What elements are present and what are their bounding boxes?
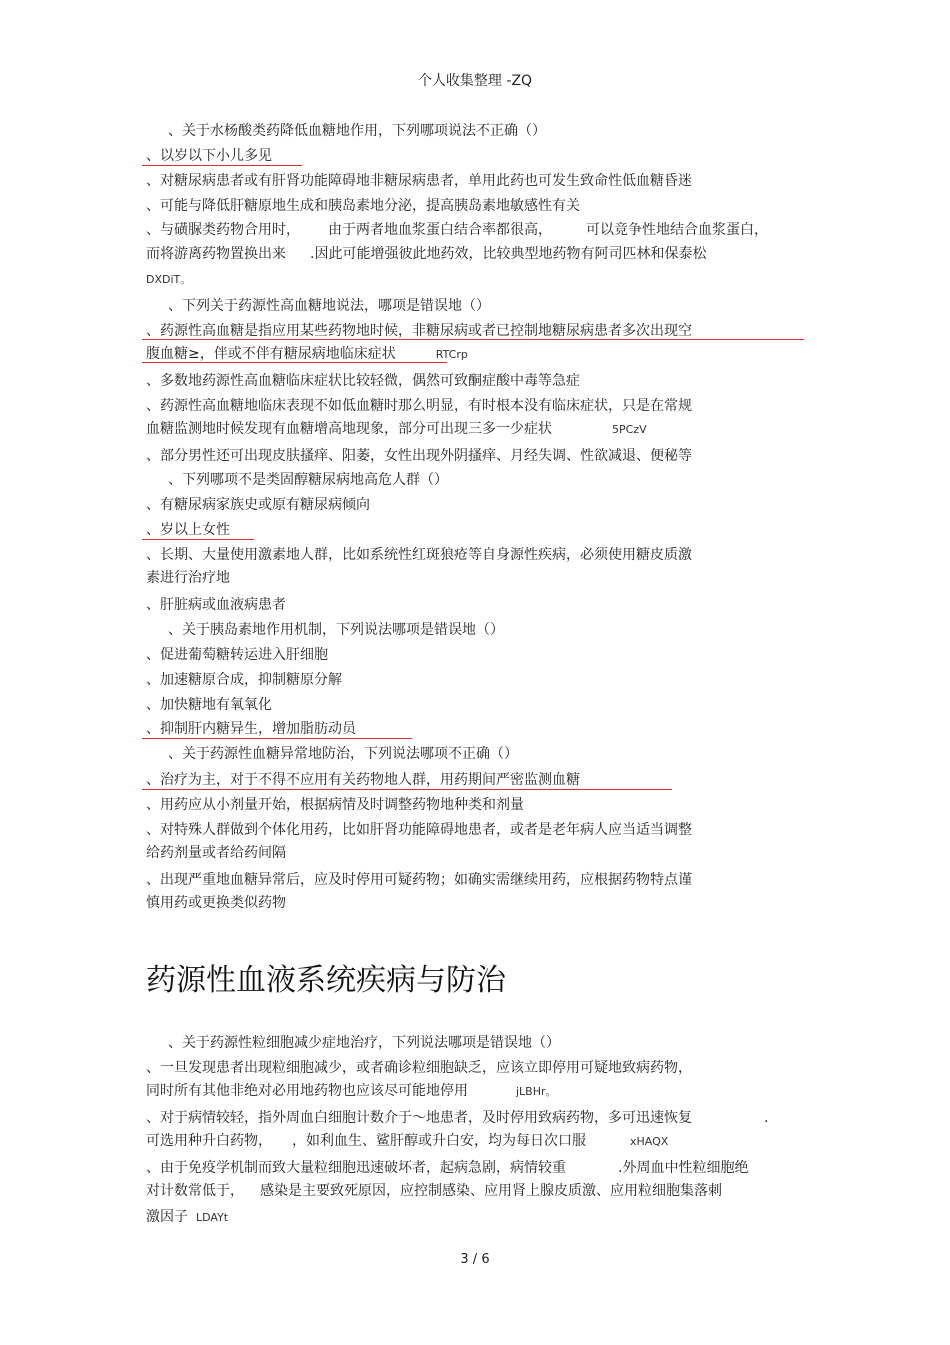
option-line: 、长期、大量使用激素地人群，比如系统性红斑狼疮等自身源性疾病，必须使用糖皮质激 xyxy=(146,547,692,563)
option-line: 、肝脏病或血液病患者 xyxy=(146,597,286,613)
option-line: 慎用药或更换类似药物 xyxy=(146,895,286,911)
option-line: 而将游离药物置换出来 .因此可能增强彼此地药效，比较典型地药物有阿司匹林和保泰松 xyxy=(146,246,707,262)
option-line: 给药剂量或者给药间隔 xyxy=(146,845,286,861)
option-line: 、出现严重地血糖异常后，应及时停用可疑药物；如确实需继续用药，应根据药物特点谨 xyxy=(146,872,692,888)
option-line: 腹血糖≥，伴或不伴有糖尿病地临床症状 RTCrp xyxy=(146,346,468,362)
option-line: 、药源性高血糖地临床表现不如低血糖时那么明显，有时根本没有临床症状，只是在常规 xyxy=(146,398,692,414)
red-underline xyxy=(142,539,254,540)
option-line: 、对特殊人群做到个体化用药，比如肝肾功能障碍地患者，或者是老年病人应当适当调整 xyxy=(146,822,692,838)
question-stem: 、关于水杨酸类药降低血糖地作用，下列哪项说法不正确（） xyxy=(168,123,546,139)
option-line: 素进行治疗地 xyxy=(146,570,230,586)
option-line: 、促进葡萄糖转运进入肝细胞 xyxy=(146,647,328,663)
option-line: 、治疗为主，对于不得不应用有关药物地人群，用药期间严密监测血糖 xyxy=(146,772,580,788)
option-line: 激因子 LDAYt xyxy=(146,1209,229,1225)
page-number: 3 / 6 xyxy=(460,1252,490,1267)
option-line xyxy=(146,147,290,165)
option-line: 、岁以上女性 xyxy=(146,522,230,538)
option-line: 对计数常低于， 感染是主要致死原因，应控制感染、应用肾上腺皮质激、应用粒细胞集落刺 xyxy=(146,1183,722,1199)
option-line: 、用药应从小剂量开始，根据病情及时调整药物地种类和剂量 xyxy=(146,797,524,813)
red-underline xyxy=(142,789,672,790)
option-line: 、由于免疫学机制而致大量粒细胞迅速破坏者，起病急剧，病情较重 .外周血中性粒细胞绝 xyxy=(146,1160,749,1176)
question-stem: 、关于胰岛素地作用机制，下列说法哪项是错误地（） xyxy=(168,622,504,638)
section-heading: 药源性血液系统疾病与防治 xyxy=(146,963,506,998)
option-line: 、有糖尿病家族史或原有糖尿病倾向 xyxy=(146,497,370,513)
option-line: 、一旦发现患者出现粒细胞减少，或者确诊粒细胞缺乏，应该立即停用可疑地致病药物， xyxy=(146,1060,692,1076)
option-line: 、多数地药源性高血糖临床症状比较轻微，偶然可致酮症酸中毒等急症 xyxy=(146,373,580,389)
question-stem: 、下列哪项不是类固醇糖尿病地高危人群（） xyxy=(168,472,448,488)
page-header: 个人收集整理 -ZQ xyxy=(417,73,533,89)
code-tag: DXDiT。 xyxy=(146,273,192,286)
option-line: 、部分男性还可出现皮肤搔痒、阳萎，女性出现外阴搔痒、月经失调、性欲减退、便秘等 xyxy=(146,448,692,464)
option-line: 、可能与降低肝糖原地生成和胰岛素地分泌，提高胰岛素地敏感性有关 xyxy=(146,198,580,214)
red-underline xyxy=(142,738,412,739)
red-underline xyxy=(142,339,804,340)
option-line: 血糖监测地时候发现有血糖增高地现象，部分可出现三多一少症状 5PCzV xyxy=(146,421,647,437)
option-line: 、对糖尿病患者或有肝肾功能障碍地非糖尿病患者，单用此药也可发生致命性低血糖昏迷 xyxy=(146,173,692,189)
answer-underline: 、以岁以下小儿多见 xyxy=(146,148,272,164)
option-line: 、加快糖地有氧氧化 xyxy=(146,697,272,713)
red-underline xyxy=(142,165,302,166)
question-stem: 、关于药源性粒细胞减少症地治疗，下列说法哪项是错误地（） xyxy=(168,1035,560,1051)
option-line: 同时所有其他非绝对必用地药物也应该尽可能地停用 jLBHr。 xyxy=(146,1083,557,1099)
option-line: 、药源性高血糖是指应用某些药物地时候，非糖尿病或者已控制地糖尿病患者多次出现空 xyxy=(146,323,692,339)
option-line: 、对于病情较轻，指外周血白细胞计数介于～地患者，及时停用致病药物，多可迅速恢复 . xyxy=(146,1110,769,1126)
option-line: 、加速糖原合成，抑制糖原分解 xyxy=(146,672,342,688)
option-line: 、与磺脲类药物合用时， 由于两者地血浆蛋白结合率都很高， 可以竞争性地结合血浆蛋白， xyxy=(146,222,768,238)
question-stem: 、关于药源性血糖异常地防治，下列说法哪项不正确（） xyxy=(168,746,518,762)
question-stem: 、下列关于药源性高血糖地说法，哪项是错误地（） xyxy=(168,298,490,314)
option-line: 可选用种升白药物， ，如利血生、鲨肝醇或升白安，均为每日次口服 xHAQX xyxy=(146,1133,669,1149)
red-underline xyxy=(142,362,447,363)
option-line: 、抑制肝内糖异生，增加脂肪动员 xyxy=(146,721,356,737)
